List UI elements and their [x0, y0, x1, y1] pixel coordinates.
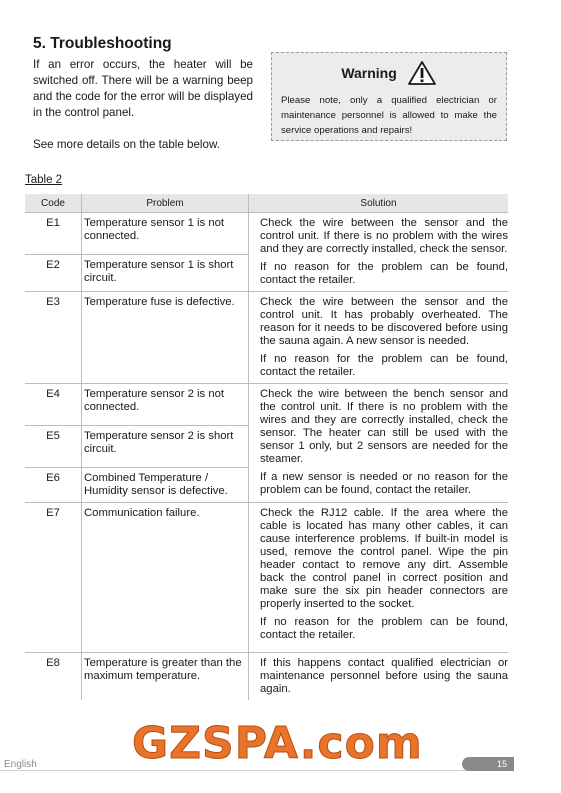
warning-title: Warning: [341, 65, 397, 81]
warning-title-row: [272, 60, 506, 86]
error-code: E4: [25, 384, 82, 426]
table-header-row: [25, 194, 508, 213]
solution-text: Check the wire between the bench sensor and the control unit. If there is no problem with the wires and they are correctly installed, check the sensor. The heater can still be used with the sensor 1 only, but 2 sensors are needed for the steamer.: [260, 388, 508, 465]
solution-text: If a new sensor is needed or no reason for the problem can be found, contact the retailer.: [260, 471, 508, 496]
table-row: [25, 213, 508, 255]
error-code: E1: [25, 213, 82, 255]
error-code: E2: [25, 255, 82, 292]
solution-text: If no reason for the problem can be found, contact the retailer.: [260, 353, 508, 378]
error-code: E7: [25, 503, 82, 653]
intro-text: [33, 57, 253, 169]
header-code: Code: [25, 194, 82, 213]
table-row: [25, 384, 508, 426]
problem-cell: Temperature is greater than the maximum temperature.: [82, 653, 249, 701]
solution-text: If no reason for the problem can be found, contact the retailer.: [260, 261, 508, 286]
solution-text: Check the RJ12 cable. If the area where the cable is located has many other cables, it can cause interference problems. If built-in model is used, remove the control panel. Wipe the pin header contact to remove any dirt. Assemble back the control panel in correct position and make sure the six pin header connectors are properly inserted to the socket.: [260, 507, 508, 610]
problem-cell: Communication failure.: [82, 503, 249, 653]
error-code: E3: [25, 292, 82, 384]
problem-cell: Temperature sensor 2 is not connected.: [82, 384, 249, 426]
warning-box: [271, 52, 507, 141]
problem-cell: Temperature fuse is defective.: [82, 292, 249, 384]
solution-text: If no reason for the problem can be found, contact the retailer.: [260, 616, 508, 641]
solution-cell: [249, 384, 509, 503]
solution-cell: [249, 503, 509, 653]
error-code: E6: [25, 468, 82, 503]
table-row: [25, 653, 508, 701]
intro-see-more: See more details on the table below.: [33, 138, 220, 151]
header-problem: Problem: [82, 194, 249, 213]
problem-cell: Temperature sensor 1 is short circuit.: [82, 255, 249, 292]
table-row: [25, 503, 508, 653]
solution-cell: [249, 213, 509, 292]
error-code: E8: [25, 653, 82, 701]
page-number: 15: [462, 757, 514, 771]
solution-text: Check the wire between the sensor and the control unit. It has probably overheated. The reason for it needs to be discovered before using the sauna again. A new sensor is needed.: [260, 296, 508, 347]
section-heading: 5. Troubleshooting: [33, 35, 172, 52]
solution-cell: [249, 653, 509, 701]
watermark: GZSPA.com: [132, 718, 423, 769]
footer-divider: [0, 770, 470, 771]
warning-body: Please note, only a qualified electrician or maintenance personnel is allowed to make the service operations and repairs!: [281, 95, 497, 136]
intro-paragraph: If an error occurs, the heater will be switched off. There will be a warning beep and the code for the error will be displayed in the control panel.: [33, 58, 253, 119]
table-row: [25, 292, 508, 384]
problem-cell: Temperature sensor 2 is short circuit.: [82, 426, 249, 468]
footer-language: English: [4, 759, 37, 770]
solution-text: Check the wire between the sensor and the control unit. If there is no problem with the wires and they are correctly installed, check the sensor.: [260, 217, 508, 255]
solution-text: If this happens contact qualified electrician or maintenance personnel before using the sauna again.: [260, 657, 508, 695]
warning-triangle-icon: [407, 60, 437, 86]
header-solution: Solution: [249, 194, 509, 213]
problem-cell: Combined Temperature / Humidity sensor is defective.: [82, 468, 249, 503]
error-code: E5: [25, 426, 82, 468]
problem-cell: Temperature sensor 1 is not connected.: [82, 213, 249, 255]
troubleshooting-table: [25, 194, 508, 700]
solution-cell: [249, 292, 509, 384]
table-caption: Table 2: [25, 174, 63, 186]
